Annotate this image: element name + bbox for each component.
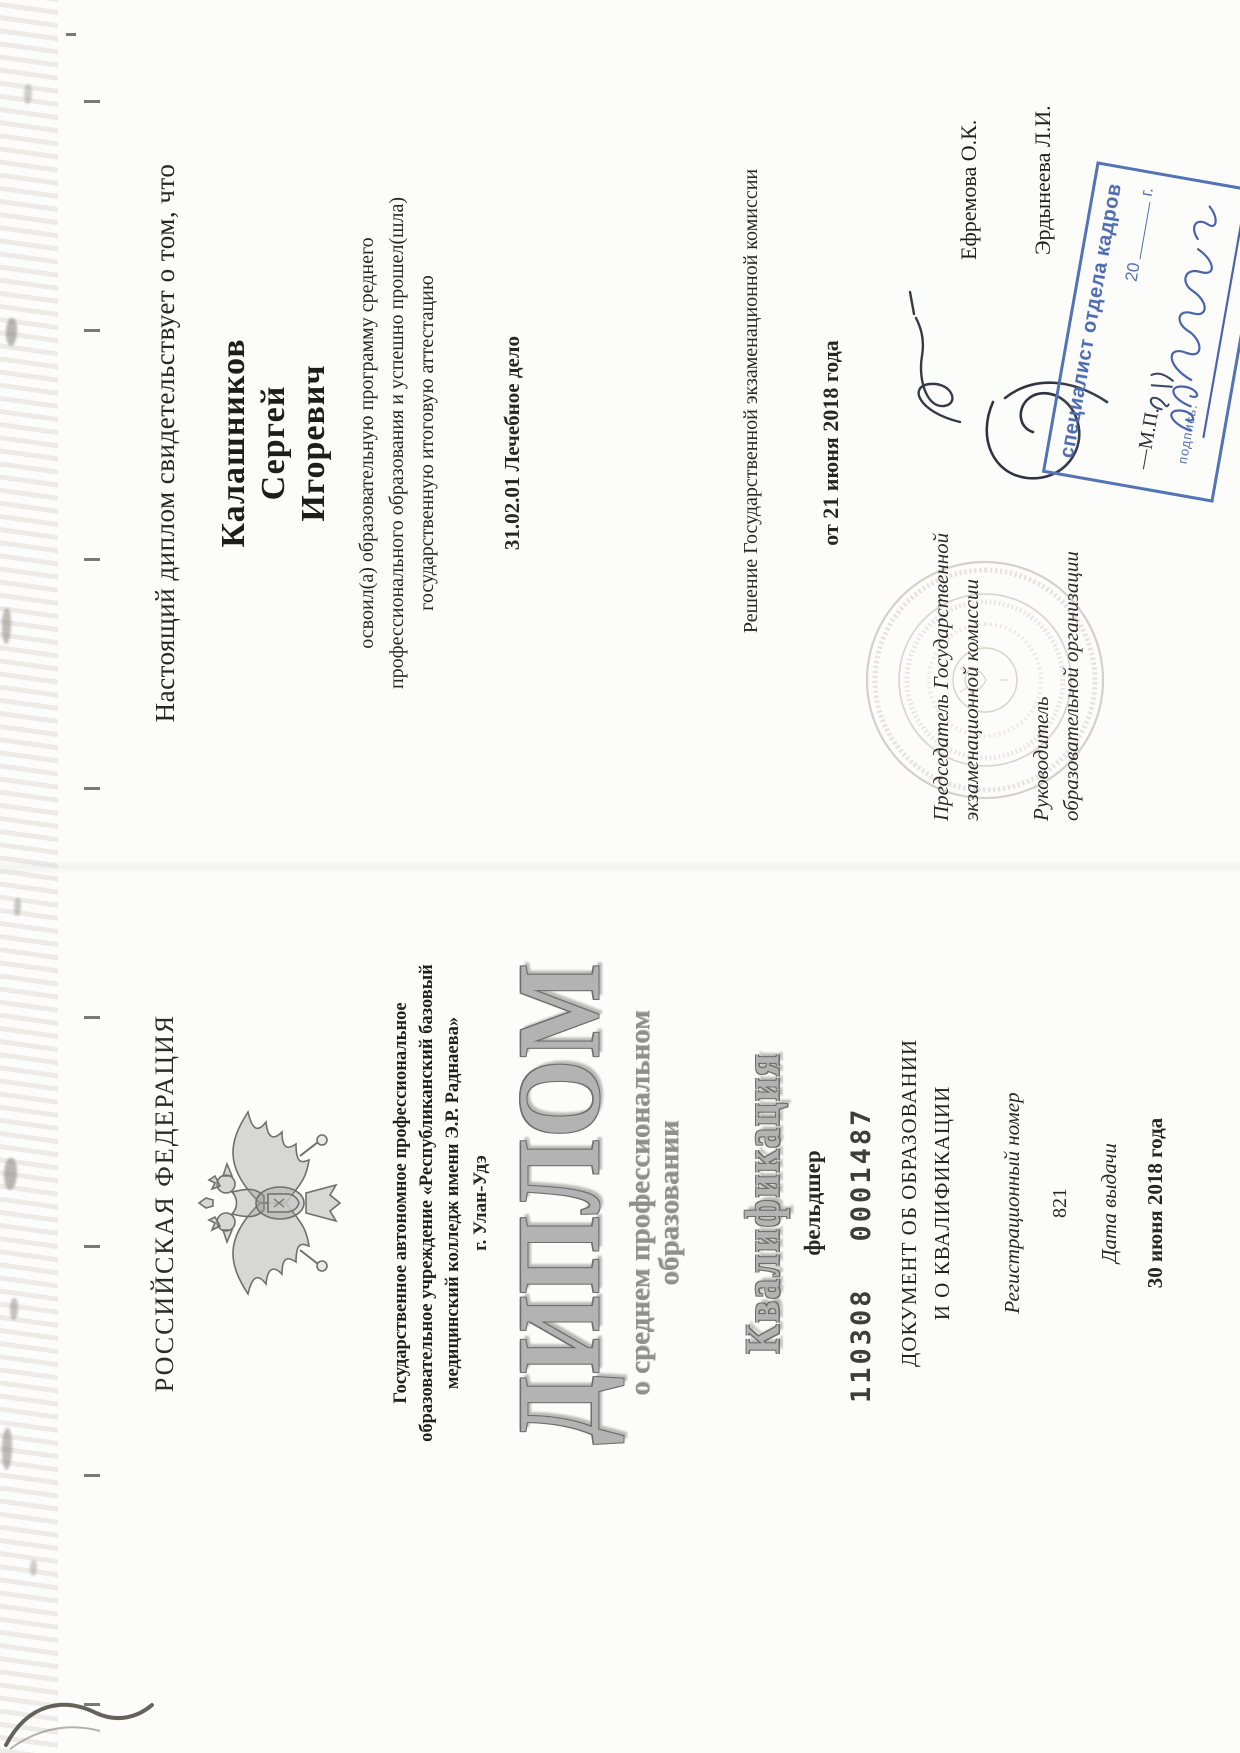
country-heading: РОССИЙСКАЯ ФЕДЕРАЦИЯ	[150, 1013, 179, 1393]
institution-name	[388, 893, 466, 1513]
registration-mark	[84, 558, 100, 561]
registration-mark	[84, 787, 100, 790]
document-subtitle: о среднем профессиональном образовании	[624, 1010, 685, 1396]
document-kind: ДОКУМЕНТ ОБ ОБРАЗОВАНИИ И О КВАЛИФИКАЦИИ	[897, 1038, 954, 1368]
torn-edge-artifact	[0, 0, 58, 1753]
document-title: ДИПЛОМ	[493, 961, 625, 1445]
institution-line: Государственное автономное профессиональное	[391, 1002, 411, 1404]
qualification-value: фельдшер	[800, 1150, 825, 1256]
registration-mark	[66, 33, 76, 36]
registration-mark	[84, 1474, 100, 1477]
serial-series: 110308	[846, 1287, 877, 1403]
page-fold-shadow	[0, 860, 1240, 874]
registration-mark	[84, 329, 100, 332]
hr-department-stamp	[1042, 161, 1240, 502]
commission-decision-line: Решение Государственной экзаменационной комиссии	[740, 168, 762, 634]
chairman-signature-handwriting	[900, 290, 975, 430]
registration-number-value: 821	[1049, 1188, 1071, 1218]
head-name: Эрдынеева Л.И.	[1030, 105, 1055, 255]
institution-line: образовательное учреждение «Республиканский базовый	[417, 964, 437, 1442]
serial-digits: 0001487	[846, 1106, 877, 1242]
intro-line: Настоящий диплом свидетельствует о том, что	[150, 163, 180, 723]
head-role-label: Руководитель образовательной организации	[1029, 551, 1083, 821]
issue-date-label: Дата выдачи	[1097, 1143, 1121, 1263]
award-statement: освоил(а) образовательную программу среднего профессионального образования и успешно прошел(шла) государственную итоговую аттестацию	[356, 196, 438, 690]
issue-date-value: 30 июня 2018 года	[1143, 1117, 1167, 1289]
stamp-signature-handwriting	[1146, 189, 1240, 441]
stamp-year-blank: 20 г.	[1121, 185, 1157, 283]
stamp-mp-label: —М.П.	[1131, 405, 1164, 471]
registration-mark	[84, 1016, 100, 1019]
qualification-heading: Квалификация	[734, 1052, 790, 1354]
commission-decision-date: от 21 июня 2018 года	[818, 340, 843, 546]
award-page	[0, 63, 1240, 823]
stamp-title: специалист отдела кадров	[1055, 181, 1127, 460]
stamp-year-underline	[1126, 199, 1151, 259]
bottom-left-ink-mark	[0, 1683, 170, 1753]
chairman-role-label: Председатель Государственной экзаменационной комиссии	[929, 532, 983, 821]
chairman-name: Ефремова О.К.	[956, 119, 981, 260]
serial-number	[846, 893, 877, 1513]
title-page	[0, 893, 1240, 1513]
registration-mark	[84, 1245, 100, 1248]
registration-number-label: Регистрационный номер	[1000, 1092, 1024, 1314]
specialty-line: 31.02.01 Лечебное дело	[500, 335, 524, 551]
stamp-signature-label: подпись.	[1174, 402, 1200, 465]
holder-name: Калашников Сергей Игоревич	[215, 338, 332, 548]
coat-of-arms-eagle-icon	[196, 1096, 348, 1310]
institution-city: г. Улан-Удэ	[470, 1155, 491, 1251]
institution-line: медицинский колледж имени Э.Р. Раднаева»	[443, 1016, 463, 1390]
registration-mark	[84, 100, 100, 103]
